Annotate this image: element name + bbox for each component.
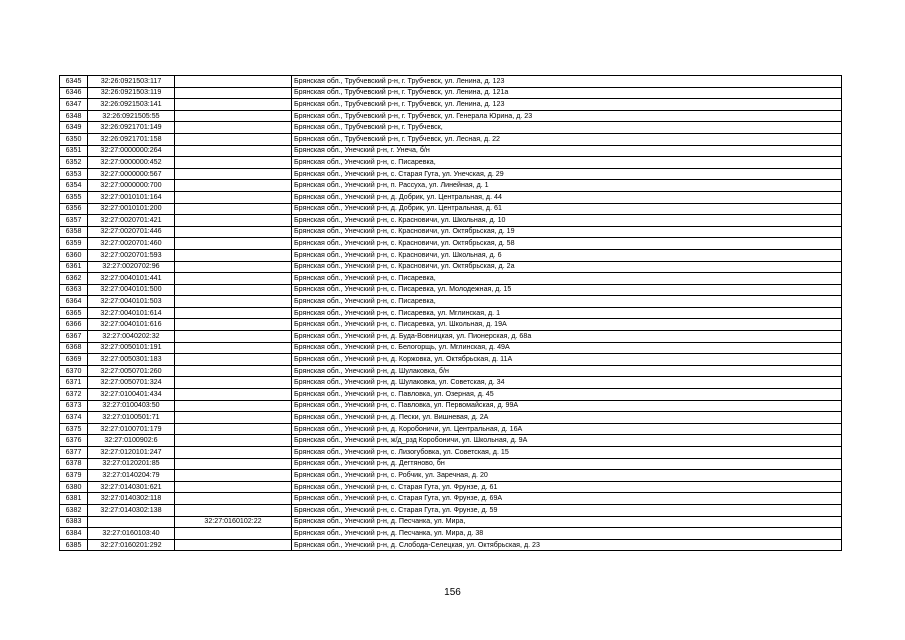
extra-cadastral-cell: [175, 400, 292, 412]
cadastral-number-cell: 32:26:0921503:117: [88, 76, 175, 88]
extra-cadastral-cell: [175, 87, 292, 99]
row-number-cell: 6370: [60, 365, 88, 377]
address-cell: Брянская обл., Унечский р-н, д. Добрик, ул. Центральная, д. 44: [292, 191, 842, 203]
address-cell: Брянская обл., Унечский р-н, с. Старая Гута, ул. Фрунзе, д. 69А: [292, 493, 842, 505]
table-row: [60, 249, 842, 261]
extra-cadastral-cell: [175, 307, 292, 319]
extra-cadastral-cell: [175, 412, 292, 424]
extra-cadastral-cell: [175, 122, 292, 134]
cadastral-number-cell: 32:27:0100501:71: [88, 412, 175, 424]
extra-cadastral-cell: [175, 226, 292, 238]
address-cell: Брянская обл., Унечский р-н, с. Красновичи, ул. Октябрьская, д. 2а: [292, 261, 842, 273]
extra-cadastral-cell: [175, 331, 292, 343]
address-cell: Брянская обл., Унечский р-н, с. Красновичи, ул. Школьная, д. 10: [292, 215, 842, 227]
address-cell: Брянская обл., Унечский р-н, с. Лизогубовка, ул. Советская, д. 15: [292, 447, 842, 459]
extra-cadastral-cell: 32:27:0160102:22: [175, 516, 292, 528]
cadastral-number-cell: 32:27:0040101:441: [88, 273, 175, 285]
address-cell: Брянская обл., Унечский р-н, с. Павловка, ул. Первомайская, д. 99А: [292, 400, 842, 412]
cadastral-number-cell: 32:27:0140204:79: [88, 470, 175, 482]
row-number-cell: 6375: [60, 423, 88, 435]
row-number-cell: 6382: [60, 504, 88, 516]
table-row: [60, 504, 842, 516]
table-row: [60, 307, 842, 319]
cadastral-number-cell: 32:27:0020701:421: [88, 215, 175, 227]
row-number-cell: 6380: [60, 481, 88, 493]
row-number-cell: 6348: [60, 110, 88, 122]
extra-cadastral-cell: [175, 377, 292, 389]
address-cell: Брянская обл., Унечский р-н, с. Робчик, ул. Заречная, д. 20: [292, 470, 842, 482]
cadastral-number-cell: 32:27:0040101:500: [88, 284, 175, 296]
extra-cadastral-cell: [175, 110, 292, 122]
extra-cadastral-cell: [175, 319, 292, 331]
row-number-cell: 6381: [60, 493, 88, 505]
extra-cadastral-cell: [175, 284, 292, 296]
row-number-cell: 6354: [60, 180, 88, 192]
table-row: [60, 180, 842, 192]
cadastral-number-cell: 32:27:0020701:460: [88, 238, 175, 250]
cadastral-number-cell: 32:27:0120201:85: [88, 458, 175, 470]
row-number-cell: 6364: [60, 296, 88, 308]
row-number-cell: 6346: [60, 87, 88, 99]
address-cell: Брянская обл., Унечский р-н, с. Белогорщь, ул. Мглинская, д. 49А: [292, 342, 842, 354]
cadastral-number-cell: 32:27:0020702:96: [88, 261, 175, 273]
row-number-cell: 6361: [60, 261, 88, 273]
table-row: [60, 470, 842, 482]
address-cell: Брянская обл., Унечский р-н, д. Буда-Вовницкая, ул. Пионерская, д. 68а: [292, 331, 842, 343]
row-number-cell: 6359: [60, 238, 88, 250]
row-number-cell: 6355: [60, 191, 88, 203]
extra-cadastral-cell: [175, 528, 292, 540]
address-cell: Брянская обл., Унечский р-н, с. Старая Гута, ул. Унечская, д. 29: [292, 168, 842, 180]
address-cell: Брянская обл., Унечский р-н, с. Писаревка,: [292, 296, 842, 308]
cadastral-number-cell: 32:27:0040101:614: [88, 307, 175, 319]
cadastral-number-cell: 32:26:0921505:55: [88, 110, 175, 122]
cadastral-number-cell: 32:26:0921701:149: [88, 122, 175, 134]
extra-cadastral-cell: [175, 389, 292, 401]
table-row: [60, 528, 842, 540]
address-cell: Брянская обл., Унечский р-н, д. Пески, ул. Вишневая, д. 2А: [292, 412, 842, 424]
extra-cadastral-cell: [175, 423, 292, 435]
row-number-cell: 6371: [60, 377, 88, 389]
cadastral-number-cell: 32:27:0160201:292: [88, 539, 175, 551]
extra-cadastral-cell: [175, 133, 292, 145]
table-row: [60, 435, 842, 447]
address-cell: Брянская обл., Унечский р-н, д. Дегтяново, бн: [292, 458, 842, 470]
cadastral-number-cell: 32:27:0120101:247: [88, 447, 175, 459]
row-number-cell: 6363: [60, 284, 88, 296]
address-cell: Брянская обл., Унечский р-н, д. Слобода-Селецкая, ул. Октябрьская, д. 23: [292, 539, 842, 551]
row-number-cell: 6347: [60, 99, 88, 111]
address-cell: Брянская обл., Унечский р-н, д. Песчанка, ул. Мира, д. 38: [292, 528, 842, 540]
cadastral-number-cell: 32:27:0140301:621: [88, 481, 175, 493]
row-number-cell: 6358: [60, 226, 88, 238]
row-number-cell: 6356: [60, 203, 88, 215]
registry-table: [59, 75, 842, 551]
table-row: [60, 493, 842, 505]
row-number-cell: 6367: [60, 331, 88, 343]
row-number-cell: 6350: [60, 133, 88, 145]
table-row: [60, 447, 842, 459]
cadastral-number-cell: 32:27:0160103:40: [88, 528, 175, 540]
cadastral-number-cell: 32:26:0921503:119: [88, 87, 175, 99]
extra-cadastral-cell: [175, 249, 292, 261]
extra-cadastral-cell: [175, 76, 292, 88]
cadastral-number-cell: 32:27:0100401:434: [88, 389, 175, 401]
table-row: [60, 354, 842, 366]
extra-cadastral-cell: [175, 447, 292, 459]
address-cell: Брянская обл., Унечский р-н, с. Писаревка, ул. Мглинская, д. 1: [292, 307, 842, 319]
row-number-cell: 6383: [60, 516, 88, 528]
table-row: [60, 203, 842, 215]
cadastral-number-cell: 32:27:0040101:616: [88, 319, 175, 331]
extra-cadastral-cell: [175, 157, 292, 169]
address-cell: Брянская обл., Унечский р-н, п. Рассуха, ул. Линейная, д. 1: [292, 180, 842, 192]
address-cell: Брянская обл., Трубчевский р-н, г. Трубчевск,: [292, 122, 842, 134]
extra-cadastral-cell: [175, 296, 292, 308]
address-cell: Брянская обл., Унечский р-н, с. Павловка, ул. Озерная, д. 45: [292, 389, 842, 401]
extra-cadastral-cell: [175, 342, 292, 354]
cadastral-number-cell: 32:27:0040101:503: [88, 296, 175, 308]
table-row: [60, 168, 842, 180]
address-cell: Брянская обл., Унечский р-н, с. Старая Гута, ул. Фрунзе, д. 59: [292, 504, 842, 516]
table-row: [60, 377, 842, 389]
row-number-cell: 6378: [60, 458, 88, 470]
row-number-cell: 6349: [60, 122, 88, 134]
address-cell: Брянская обл., Унечский р-н, д. Коржовка, ул. Октябрьская, д. 11А: [292, 354, 842, 366]
table-row: [60, 261, 842, 273]
table-row: [60, 319, 842, 331]
cadastral-number-cell: 32:27:0050701:260: [88, 365, 175, 377]
table-row: [60, 226, 842, 238]
table-row: [60, 99, 842, 111]
row-number-cell: 6376: [60, 435, 88, 447]
table-row: [60, 238, 842, 250]
table-row: [60, 458, 842, 470]
cadastral-number-cell: 32:26:0921503:141: [88, 99, 175, 111]
table-row: [60, 76, 842, 88]
row-number-cell: 6384: [60, 528, 88, 540]
address-cell: Брянская обл., Унечский р-н, д. Шулаковка, ул. Советская, д. 34: [292, 377, 842, 389]
address-cell: Брянская обл., Унечский р-н, с. Старая Гута, ул. Фрунзе, д. 61: [292, 481, 842, 493]
cadastral-number-cell: 32:27:0010101:164: [88, 191, 175, 203]
address-cell: Брянская обл., Унечский р-н, с. Писаревка, ул. Молодежная, д. 15: [292, 284, 842, 296]
extra-cadastral-cell: [175, 145, 292, 157]
extra-cadastral-cell: [175, 539, 292, 551]
cadastral-number-cell: 32:27:0000000:700: [88, 180, 175, 192]
row-number-cell: 6365: [60, 307, 88, 319]
cadastral-number-cell: 32:27:0000000:567: [88, 168, 175, 180]
table-row: [60, 389, 842, 401]
extra-cadastral-cell: [175, 458, 292, 470]
cadastral-number-cell: 32:27:0020701:446: [88, 226, 175, 238]
row-number-cell: 6345: [60, 76, 88, 88]
registry-body: [60, 76, 842, 551]
address-cell: Брянская обл., Унечский р-н, д. Песчанка, ул. Мира,: [292, 516, 842, 528]
extra-cadastral-cell: [175, 504, 292, 516]
row-number-cell: 6372: [60, 389, 88, 401]
address-cell: Брянская обл., Унечский р-н, с. Писаревка,: [292, 157, 842, 169]
table-row: [60, 87, 842, 99]
extra-cadastral-cell: [175, 435, 292, 447]
extra-cadastral-cell: [175, 238, 292, 250]
cadastral-number-cell: 32:26:0921701:158: [88, 133, 175, 145]
address-cell: Брянская обл., Трубчевский р-н, г. Трубчевск, ул. Лесная, д. 22: [292, 133, 842, 145]
row-number-cell: 6366: [60, 319, 88, 331]
table-row: [60, 157, 842, 169]
table-row: [60, 122, 842, 134]
table-row: [60, 516, 842, 528]
cadastral-number-cell: 32:27:0040202:32: [88, 331, 175, 343]
cadastral-number-cell: 32:27:0100403:50: [88, 400, 175, 412]
extra-cadastral-cell: [175, 273, 292, 285]
table-row: [60, 400, 842, 412]
address-cell: Брянская обл., Трубчевский р-н, г. Трубчевск, ул. Ленина, д. 121а: [292, 87, 842, 99]
cadastral-number-cell: 32:27:0000000:264: [88, 145, 175, 157]
address-cell: Брянская обл., Унечский р-н, ж/д_рзд Коробоничи, ул. Школьная, д. 9А: [292, 435, 842, 447]
address-cell: Брянская обл., Трубчевский р-н, г. Трубчевск, ул. Генерала Юрина, д. 23: [292, 110, 842, 122]
row-number-cell: 6352: [60, 157, 88, 169]
address-cell: Брянская обл., Унечский р-н, с. Писаревка,: [292, 273, 842, 285]
table-row: [60, 539, 842, 551]
table-row: [60, 110, 842, 122]
table-row: [60, 273, 842, 285]
extra-cadastral-cell: [175, 168, 292, 180]
address-cell: Брянская обл., Унечский р-н, с. Красновичи, ул. Школьная, д. 6: [292, 249, 842, 261]
cadastral-number-cell: 32:27:0050301:183: [88, 354, 175, 366]
row-number-cell: 6357: [60, 215, 88, 227]
row-number-cell: 6373: [60, 400, 88, 412]
page-number: 156: [444, 587, 461, 598]
cadastral-number-cell: 32:27:0000000:452: [88, 157, 175, 169]
address-cell: Брянская обл., Унечский р-н, с. Писаревка, ул. Школьная, д. 19А: [292, 319, 842, 331]
cadastral-number-cell: [88, 516, 175, 528]
extra-cadastral-cell: [175, 354, 292, 366]
address-cell: Брянская обл., Унечский р-н, с. Красновичи, ул. Октябрьская, д. 19: [292, 226, 842, 238]
row-number-cell: 6360: [60, 249, 88, 261]
extra-cadastral-cell: [175, 203, 292, 215]
cadastral-number-cell: 32:27:0010101:200: [88, 203, 175, 215]
row-number-cell: 6353: [60, 168, 88, 180]
address-cell: Брянская обл., Трубчевский р-н, г. Трубчевск, ул. Ленина, д. 123: [292, 99, 842, 111]
table-row: [60, 215, 842, 227]
extra-cadastral-cell: [175, 493, 292, 505]
extra-cadastral-cell: [175, 99, 292, 111]
cadastral-number-cell: 32:27:0100902:6: [88, 435, 175, 447]
table-row: [60, 145, 842, 157]
row-number-cell: 6379: [60, 470, 88, 482]
cadastral-number-cell: 32:27:0100701:179: [88, 423, 175, 435]
address-cell: Брянская обл., Унечский р-н, д. Добрик, ул. Центральная, д. 61: [292, 203, 842, 215]
row-number-cell: 6362: [60, 273, 88, 285]
table-row: [60, 342, 842, 354]
row-number-cell: 6377: [60, 447, 88, 459]
row-number-cell: 6351: [60, 145, 88, 157]
cadastral-number-cell: 32:27:0140302:118: [88, 493, 175, 505]
address-cell: Брянская обл., Унечский р-н, с. Красновичи, ул. Октябрьская, д. 58: [292, 238, 842, 250]
extra-cadastral-cell: [175, 470, 292, 482]
table-row: [60, 284, 842, 296]
table-row: [60, 296, 842, 308]
row-number-cell: 6374: [60, 412, 88, 424]
address-cell: Брянская обл., Трубчевский р-н, г. Трубчевск, ул. Ленина, д. 123: [292, 76, 842, 88]
extra-cadastral-cell: [175, 261, 292, 273]
table-row: [60, 481, 842, 493]
row-number-cell: 6385: [60, 539, 88, 551]
extra-cadastral-cell: [175, 180, 292, 192]
table-row: [60, 365, 842, 377]
cadastral-number-cell: 32:27:0050101:191: [88, 342, 175, 354]
row-number-cell: 6368: [60, 342, 88, 354]
table-row: [60, 331, 842, 343]
extra-cadastral-cell: [175, 365, 292, 377]
address-cell: Брянская обл., Унечский р-н, г. Унеча, б/н: [292, 145, 842, 157]
table-row: [60, 191, 842, 203]
address-cell: Брянская обл., Унечский р-н, д. Коробоничи, ул. Центральная, д. 16А: [292, 423, 842, 435]
table-row: [60, 133, 842, 145]
table-row: [60, 423, 842, 435]
address-cell: Брянская обл., Унечский р-н, д. Шулаковка, б/н: [292, 365, 842, 377]
cadastral-number-cell: 32:27:0050701:324: [88, 377, 175, 389]
cadastral-number-cell: 32:27:0140302:138: [88, 504, 175, 516]
table-row: [60, 412, 842, 424]
extra-cadastral-cell: [175, 191, 292, 203]
row-number-cell: 6369: [60, 354, 88, 366]
cadastral-number-cell: 32:27:0020701:593: [88, 249, 175, 261]
extra-cadastral-cell: [175, 215, 292, 227]
extra-cadastral-cell: [175, 481, 292, 493]
